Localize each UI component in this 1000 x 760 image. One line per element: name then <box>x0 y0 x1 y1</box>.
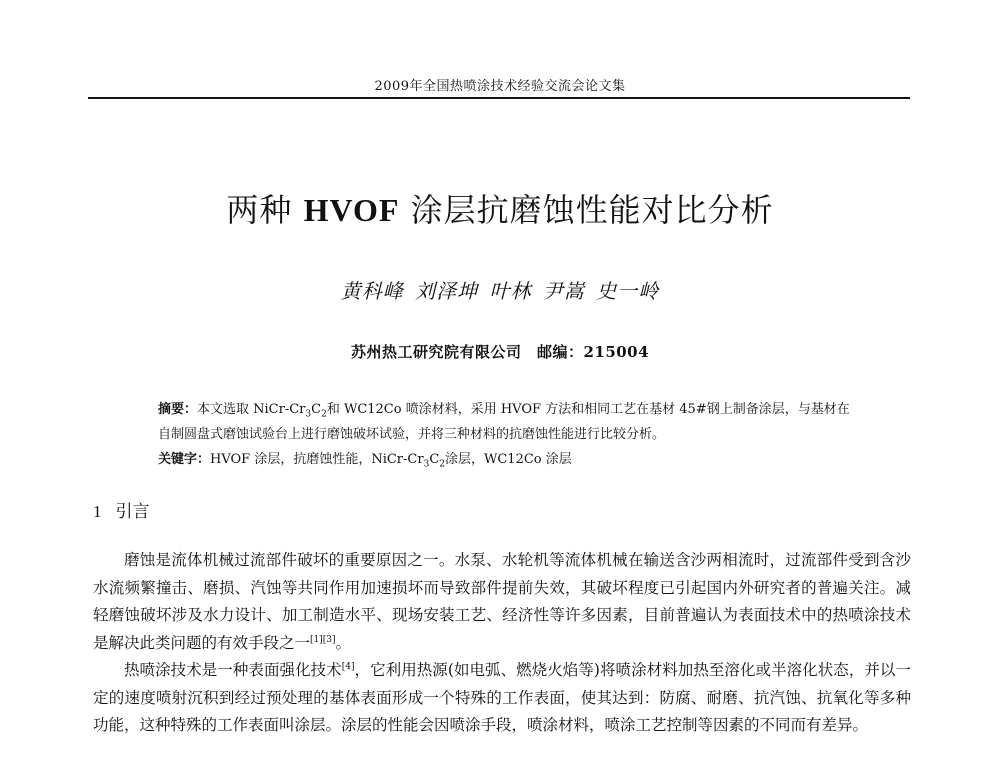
abstract-text: 本文选取 NiCr-Cr <box>197 402 306 417</box>
abstract-text: C <box>311 402 322 417</box>
keywords-text: HVOF 涂层，抗磨蚀性能，NiCr-Cr <box>210 452 424 467</box>
paragraph <box>93 547 911 657</box>
author: 黄科峰 <box>340 279 404 303</box>
title-acronym: HVOF <box>303 192 400 228</box>
paragraph-text: 热喷涂技术是一种表面强化技术 <box>124 661 342 679</box>
subscript: 3 <box>305 409 312 420</box>
subscript: 3 <box>423 459 430 470</box>
abstract-block <box>158 397 858 472</box>
paragraph <box>93 657 911 740</box>
citation: [4] <box>341 661 355 672</box>
paragraph-text: 。 <box>335 633 352 652</box>
paper-title <box>0 185 1000 231</box>
subscript: 2 <box>439 459 445 470</box>
author: 史一岭 <box>596 279 660 303</box>
title-post: 涂层抗磨蚀性能对比分析 <box>399 191 774 229</box>
abstract-text: 和 WC12Co 喷涂材料，采用 HVOF 方法和相同工艺在基材 45#钢上制备涂 <box>326 402 772 417</box>
title-pre: 两种 <box>226 191 304 229</box>
paragraph-text: ，它利用热源(如电弧、燃烧火焰等)将喷涂材料加热至溶化或半溶化状态，并以一定的速度喷射沉积到经过预处理的基体表面形成一个特殊的工作表面，使其达到：防腐、耐磨、抗汽蚀、抗氧化等多种功能，这种特殊的工作表面叫涂层。涂层的性能会因喷涂手段，喷涂材料，喷涂工艺控制等因素的不同而有差异。 <box>93 661 911 734</box>
citation: [1][3] <box>310 634 336 645</box>
header-rule <box>88 97 910 99</box>
abstract-label: 摘要： <box>158 402 198 417</box>
author: 尹嵩 <box>542 279 585 303</box>
author: 叶林 <box>489 279 532 303</box>
keywords-text: 涂层，WC12Co 涂层 <box>445 452 572 467</box>
affiliation: 苏州热工研究院有限公司 邮编：215004 <box>350 343 650 361</box>
author: 刘泽坤 <box>415 279 479 303</box>
abstract-text: 层，与基材在自制圆盘式磨蚀试验台上进行磨蚀破坏试验，并将三种材料的抗磨蚀性能进行比较分析。 <box>158 402 850 442</box>
keywords-label: 关键字： <box>158 452 211 467</box>
keywords-line <box>158 447 858 472</box>
author-list <box>0 275 1000 304</box>
paragraph-text: 磨蚀是流体机械过流部件破坏的重要原因之一。水泵、水轮机等流体机械在输送含沙两相流时，过流部件受到含沙水流频繁撞击、磨损、汽蚀等共同作用加速损坏而导致部件提前失效，其破坏程度已引起国内外研究者的普遍关注。减轻磨蚀破坏涉及水力设计、加工制造水平、现场安装工艺、经济性等许多因素，目前普遍认为表面技术中的热喷涂技术是解决此类问题的有效手段之一 <box>93 551 911 652</box>
running-header: 2009年全国热喷涂技术经验交流会论文集 <box>374 79 626 94</box>
keywords-text: C <box>429 452 440 467</box>
section-title: 引言 <box>115 502 150 522</box>
abstract-line <box>158 397 858 447</box>
section-heading <box>93 497 150 522</box>
section-number: 1 <box>93 502 102 521</box>
body-text <box>93 547 911 740</box>
subscript: 2 <box>321 409 327 420</box>
